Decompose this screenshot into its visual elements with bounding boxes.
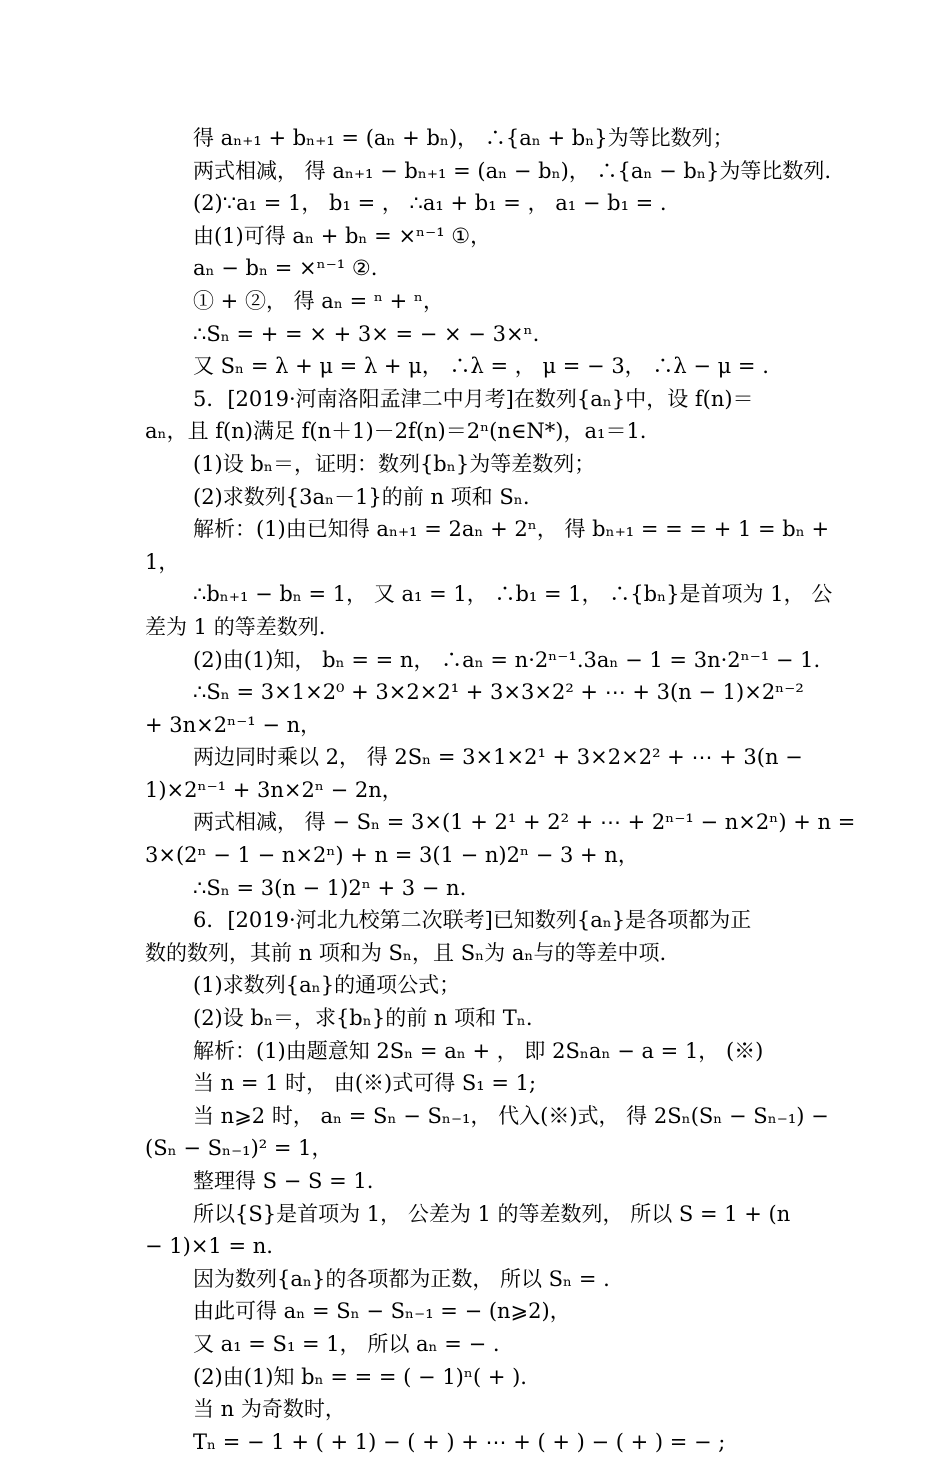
text-line: 当 n = 1 时， 由(※)式可得 S₁ = 1; [193, 1071, 537, 1096]
text-line: 当 n⩾2 时， aₙ = Sₙ − Sₙ₋₁， 代入(※)式， 得 2Sₙ(Sₙ − Sₙ₋₁) − [193, 1103, 829, 1128]
text-line: (1)设 bₙ＝，证明：数列{bₙ}为等差数列； [193, 451, 596, 476]
text-line: 当 n 为奇数时， [193, 1397, 346, 1422]
text-line: Tₙ = − 1 + ( + 1) − ( + ) + ⋯ + ( + ) − ( + ) = − ; [193, 1429, 726, 1454]
text-line: ∴Sₙ = 3(n − 1)2ⁿ + 3 − n. [193, 875, 467, 900]
text-line: aₙ − bₙ = ×ⁿ⁻¹ ②. [193, 256, 378, 281]
text-line: (2)求数列{3aₙ－1}的前 n 项和 Sₙ. [193, 484, 530, 509]
text-line: 两边同时乘以 2， 得 2Sₙ = 3×1×2¹ + 3×2×2² + ⋯ + 3(n − [193, 745, 803, 770]
document-body [145, 122, 856, 1458]
text-line: aₙ，且 f(n)满足 f(n＋1)－2f(n)＝2ⁿ(n∈N*)，a₁＝1. [145, 419, 647, 444]
text-line: (2)∵a₁ = 1， b₁ = ， ∴a₁ + b₁ = ， a₁ − b₁ = . [193, 191, 667, 216]
text-line: 数的数列，其前 n 项和为 Sₙ，且 Sₙ为 aₙ与的等差中项. [145, 940, 667, 965]
text-line: 两式相减， 得 aₙ₊₁ − bₙ₊₁ = (aₙ − bₙ)， ∴{aₙ − bₙ}为等比数列. [193, 158, 831, 183]
text-line: ∴bₙ₊₁ − bₙ = 1， 又 a₁ = 1， ∴b₁ = 1， ∴{bₙ}是首项为 1， 公 [193, 582, 833, 607]
text-line: 两式相减， 得 − Sₙ = 3×(1 + 2¹ + 2² + ⋯ + 2ⁿ⁻¹ − n×2ⁿ) + n = [193, 810, 856, 835]
text-line: 解析：(1)由已知得 aₙ₊₁ = 2aₙ + 2ⁿ， 得 bₙ₊₁ = = = + 1 = bₙ + [193, 517, 830, 542]
text-line: 3×(2ⁿ − 1 − n×2ⁿ) + n = 3(1 − n)2ⁿ − 3 + n， [145, 843, 639, 868]
text-line: ∴Sₙ = + = × + 3× = − × − 3×ⁿ. [193, 321, 540, 346]
text-line: 1， [145, 549, 180, 574]
text-line: 5．[2019·河南洛阳孟津二中月考]在数列{aₙ}中，设 f(n)＝ [193, 386, 754, 411]
text-line: 得 aₙ₊₁ + bₙ₊₁ = (aₙ + bₙ)， ∴{aₙ + bₙ}为等比数列； [193, 126, 734, 150]
text-line: (2)由(1)知， bₙ = = n， ∴aₙ = n·2ⁿ⁻¹.3aₙ − 1 = 3n·2ⁿ⁻¹ − 1. [193, 647, 821, 672]
text-line: 又 a₁ = S₁ = 1， 所以 aₙ = − . [193, 1331, 500, 1356]
text-line: 因为数列{aₙ}的各项都为正数， 所以 Sₙ = . [193, 1266, 610, 1291]
text-line: 解析：(1)由题意知 2Sₙ = aₙ + ， 即 2Sₙaₙ − a = 1， (※) [193, 1038, 764, 1063]
text-line: ① + ②， 得 aₙ = ⁿ + ⁿ， [193, 288, 444, 313]
text-line: (Sₙ − Sₙ₋₁)² = 1， [145, 1136, 333, 1161]
text-line: 所以{S}是首项为 1， 公差为 1 的等差数列， 所以 S = 1 + (n [193, 1201, 791, 1226]
text-line: + 3n×2ⁿ⁻¹ − n， [145, 712, 322, 737]
text-line: 1)×2ⁿ⁻¹ + 3n×2ⁿ − 2n， [145, 777, 403, 802]
text-line: 又 Sₙ = λ + μ = λ + μ， ∴λ = ， μ = − 3， ∴λ − μ = . [193, 354, 769, 379]
text-line: 6．[2019·河北九校第二次联考]已知数列{aₙ}是各项都为正 [193, 908, 752, 933]
text-line: − 1)×1 = n. [145, 1234, 273, 1259]
text-line: 差为 1 的等差数列. [145, 614, 326, 639]
text-line: (2)由(1)知 bₙ = = = ( − 1)ⁿ( + ). [193, 1364, 527, 1389]
text-line: 整理得 S − S = 1. [193, 1169, 374, 1193]
text-line: 由(1)可得 aₙ + bₙ = ×ⁿ⁻¹ ①， [193, 223, 492, 248]
text-line: ∴Sₙ = 3×1×2⁰ + 3×2×2¹ + 3×3×2² + ⋯ + 3(n − 1)×2ⁿ⁻² [193, 680, 804, 705]
text-line: (1)求数列{aₙ}的通项公式； [193, 973, 461, 998]
text-line: (2)设 bₙ＝，求{bₙ}的前 n 项和 Tₙ. [193, 1006, 533, 1031]
text-line: 由此可得 aₙ = Sₙ − Sₙ₋₁ = − (n⩾2)， [193, 1299, 571, 1324]
